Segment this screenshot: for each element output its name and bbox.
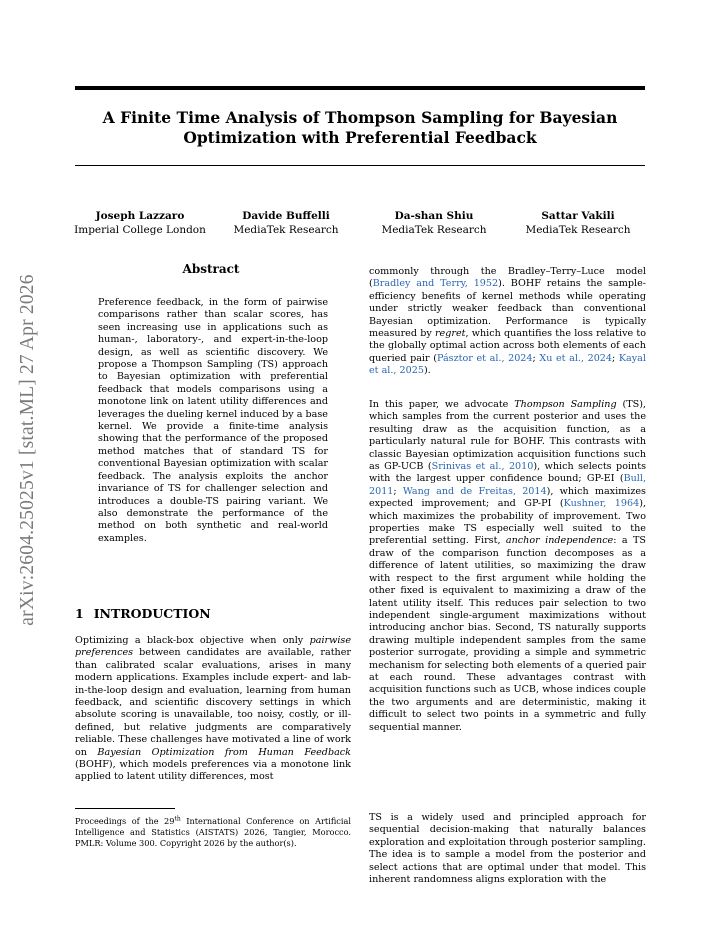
citation-link[interactable]: Wang and de Freitas, 2014 [402,485,547,497]
intro-emphasis: pairwise preferences [75,635,351,659]
section-heading [75,606,211,621]
footnote [75,816,351,848]
body-text: ; [612,352,619,364]
intro-text: between candidates are available, rather than calibrated scalar evaluations, arises in many modern applications. Examples include expert- and lab-in-the-loop design and evaluation, learning from human feedback, and scientific discovery settings in which absolute scoring is unavailable, too noisy, costly, or ill-defined, but relative judgments are comparatively reliable. These challenges have motivated a line of work on [75,647,351,758]
footnote-text: Proceedings of the 29 [75,816,175,826]
author-4 [508,209,648,237]
emphasis-text: regret [434,328,466,340]
body-text: ; [393,485,403,497]
footnote-rule [75,808,175,809]
author-affiliation: MediaTek Research [525,224,631,236]
author-2 [216,209,356,237]
footnote-text: International Conference on Artificial Intelligence and Statistics (AISTATS) 2026, Tangier, Morocco. PMLR: Volume 300. Copyright 2026 by the author(s). [75,816,351,848]
citation-link[interactable]: Kushner, 1964 [563,498,640,510]
paper-title [75,108,645,148]
title-bottom-rule [75,165,645,166]
abstract-text: Preference feedback, in the form of pairwise comparisons rather than scalar scores, has seen increasing use in applications such as human-, laboratory-, and expert-in-the-loop design, as well as scientific discovery. We propose a Thompson Sampling (TS) approach to Bayesian optimization with preferential feedback that models comparisons using a monotone link on latent utility differences and leverages the dueling kernel induced by a base kernel. We provide a finite-time analysis showing that the performance of the proposed method matches that of standard TS for conventional Bayesian optimization with scalar feedback. The analysis exploits the anchor invariance of TS for challenger selection and introduces a double-TS pairing variant. We also demonstrate the performance of the method on both synthetic and real-world examples. [98,297,328,544]
section-title: INTRODUCTION [93,606,211,621]
title-line-1: A Finite Time Analysis of Thompson Sampling for Bayesian [102,108,618,127]
author-affiliation: MediaTek Research [233,224,339,236]
title-top-rule [75,86,645,90]
footnote-superscript: th [174,815,181,823]
citation-link[interactable]: Xu et al., 2024 [539,352,613,364]
arxiv-stamp [10,248,46,652]
body-text: ), which selects points with the largest upper confidence bound; GP-EI ( [369,461,646,485]
intro-text: Optimizing a black-box objective when only [75,635,310,646]
author-name: Sattar Vakili [541,210,615,222]
author-affiliation: MediaTek Research [381,224,487,236]
body-text: ). BOHF retains the sample-efficiency benefits of kernel methods while operating under strictly weaker feedback than conventional Bayesian optimization. Performance is typically measured by [369,278,646,340]
author-name: Da-shan Shiu [394,210,474,222]
right-paragraph-2 [369,399,646,734]
body-text: (TS), which samples from the current posterior and uses the resulting draw as the acquisition function, as a particularly natural rule for BOHF. This contrasts with classic Bayesian optimization acquisition functions such as GP-UCB ( [369,399,646,473]
body-text: commonly through the Bradley–Terry–Luce model ( [369,266,646,290]
body-text: TS is a widely used and principled approach for sequential decision-making that naturally balances exploration and exploitation through posterior sampling. The idea is to sample a model from the posterior and select actions that are optimal under that model. This inherent randomness aligns exploration with the [369,812,646,886]
citation-link[interactable]: Pásztor et al., 2024 [436,352,533,364]
intro-emphasis: Bayesian Optimization from Human Feedback [97,746,351,758]
arxiv-id: arXiv:2604.25025v1 [stat.ML] 27 Apr 2026 [17,274,38,626]
body-text: ). [423,365,431,377]
body-text: ), which maximizes the probability of improvement. Two properties make TS especially well suited to the preferential setting. First, [369,498,647,547]
author-3 [364,209,504,237]
emphasis-text: anchor independence [505,535,614,547]
emphasis-text: Thompson Sampling [514,399,617,410]
author-name: Davide Buffelli [242,210,330,222]
right-paragraph-1 [369,266,646,378]
author-name: Joseph Lazzaro [95,210,185,222]
citation-link[interactable]: Kayal et al., 2025 [369,352,646,377]
body-text: ), which maximizes expected improvement; and GP-PI ( [369,485,646,510]
body-text: : a TS draw of the comparison function decomposes as a difference of latent utilities, so maximizing the draw with respect to the first argument while holding the other fixed is equivalent to maximizing a draw of the latent utility itself. This reduces pair selection to two independent single-argument maximizations without introducing anchor bias. Second, TS naturally supports drawing multiple independent samples from the same posterior surrogate, providing a simple and symmetric mechanism for selecting both elements of a queried pair at each round. These advantages contrast with acquisition functions such as UCB, whose indices couple the two arguments and are deterministic, making it difficult to select two points in a symmetric and fully sequential manner. [369,535,646,733]
right-paragraph-3 [369,812,646,886]
author-1 [70,209,210,237]
intro-text: (BOHF), which models preferences via a monotone link applied to latent utility differences, most [75,759,351,783]
section-number: 1 [75,606,84,621]
abstract-heading: Abstract [182,262,240,276]
author-affiliation: Imperial College London [74,224,206,236]
body-text: ; [532,352,540,364]
body-text: In this paper, we advocate [369,399,515,410]
body-text: , which quantifies the loss relative to the globally optimal action across both elements of each queried pair ( [369,328,646,364]
intro-paragraph [75,635,351,784]
citation-link[interactable]: Bull, 2011 [369,473,646,497]
title-line-2: Optimization with Preferential Feedback [183,128,537,147]
citation-link[interactable]: Srinivas et al., 2010 [431,461,534,473]
citation-link[interactable]: Bradley and Terry, 1952 [372,278,499,290]
abstract-body [98,297,328,545]
